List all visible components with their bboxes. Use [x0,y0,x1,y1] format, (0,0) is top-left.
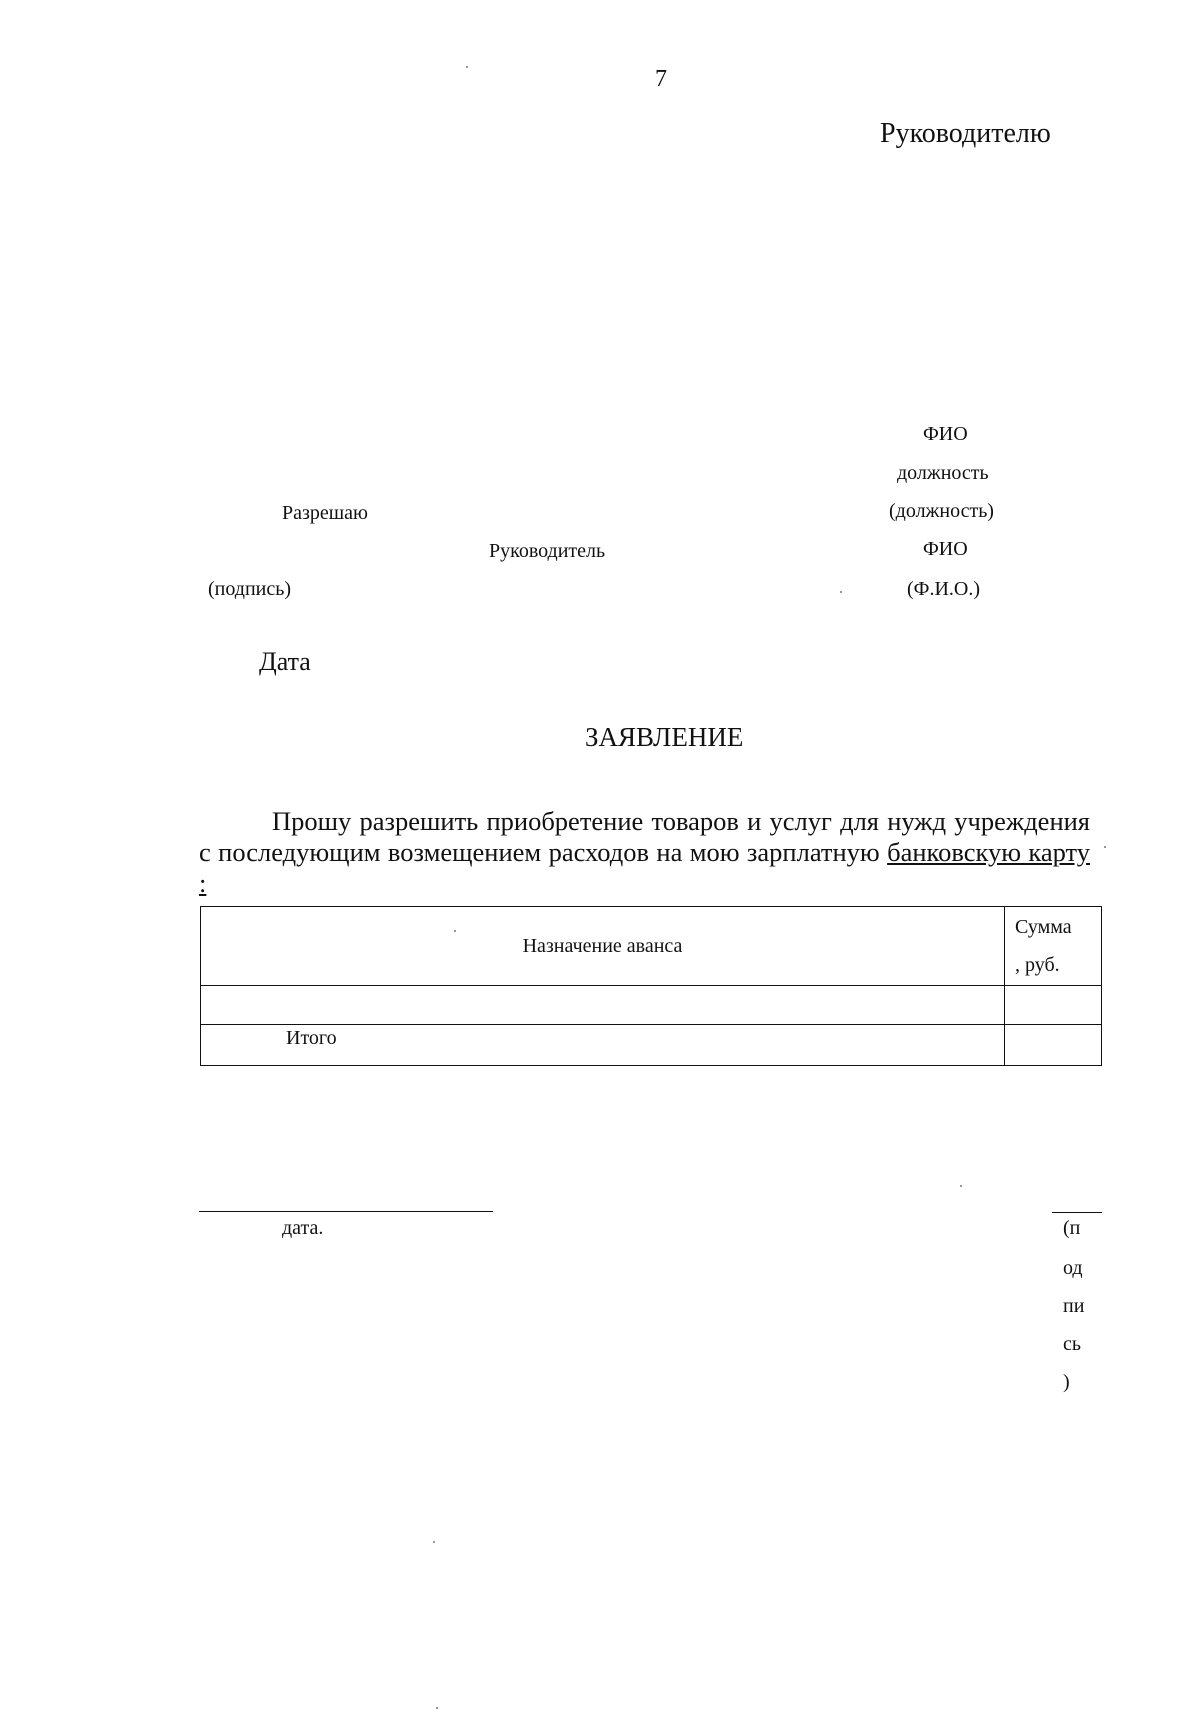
fio-hint: (Ф.И.О.) [907,578,981,600]
signature-hint-fragment: од [1063,1257,1083,1279]
table-row [201,986,1102,1025]
total-sum-cell[interactable] [1005,1025,1102,1066]
scan-speck [840,591,842,593]
scan-speck [433,1541,435,1543]
date-hint: дата. [282,1217,324,1239]
head-label: Руководитель [489,540,606,562]
header-sum-label: Сумма [1015,916,1072,938]
purpose-cell[interactable] [201,986,1005,1025]
total-label: Итого [286,1027,337,1049]
request-paragraph [199,806,1090,899]
signature-hint-fragment: (п [1063,1217,1081,1239]
fio-field-applicant: ФИО [923,538,968,560]
document-title: ЗАЯВЛЕНИЕ [585,722,744,752]
table-header-row [201,907,1102,986]
total-label-cell [201,1025,1005,1066]
signature-hint-fragment: пи [1063,1295,1085,1317]
header-sum-unit: , руб. [1015,954,1060,976]
request-text: Прошу разрешить приобретение товаров и услуг для нужд учреждения с последующим возмещением расходов на мою зарплатную [199,806,1090,867]
signature-hint-fragment: ) [1063,1371,1070,1393]
advance-table [200,906,1102,1066]
header-purpose-label: Назначение аванса [522,934,683,957]
date-label: Дата [259,647,311,676]
signature-hint: (подпись) [208,578,292,600]
approve-label: Разрешаю [282,502,368,524]
page-number: 7 [655,66,667,92]
position-hint: (должность) [889,500,994,522]
scan-speck [960,1185,962,1187]
request-text-tail: банковскую карту : [199,837,1091,898]
signature-hint-fragment: сь [1063,1333,1081,1355]
scan-speck [454,930,456,932]
sum-cell[interactable] [1005,986,1102,1025]
position-field: должность [897,462,989,484]
fio-field-recipient: ФИО [923,423,968,445]
addressee-heading: Руководителю [880,118,1051,149]
scan-speck [436,1707,438,1709]
header-purpose-cell [201,907,1005,986]
header-sum-cell [1005,907,1102,986]
scan-speck [1104,846,1106,848]
signature-line [1052,1212,1102,1213]
table-total-row [201,1025,1102,1066]
scan-speck [466,66,468,68]
date-signature-line [199,1211,493,1212]
